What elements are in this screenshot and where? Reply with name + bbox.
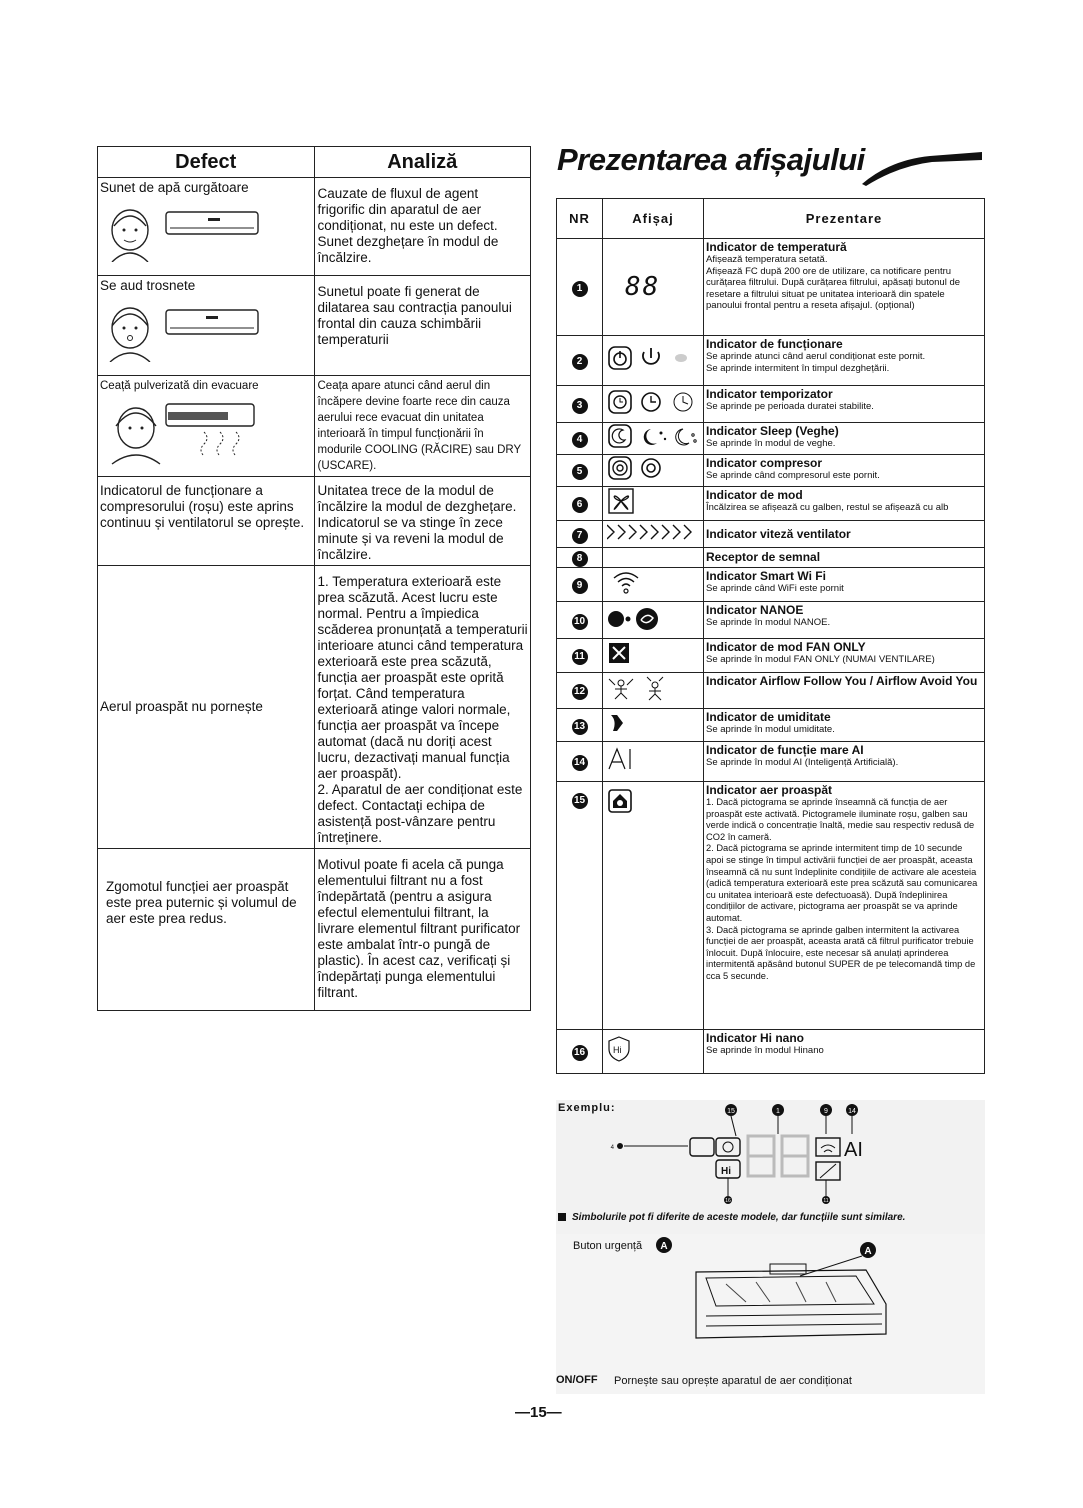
airflow-follow-icon bbox=[607, 675, 677, 701]
callout-label: 9 bbox=[824, 1108, 828, 1115]
sleep-icon bbox=[607, 423, 701, 449]
fresh-air-icon bbox=[607, 788, 633, 814]
analysis-cell: Cauzate de fluxul de agent frigorific din aparatul de aer condiționat, nu este un defect. Sunet dezghețare în modul de încălzire. bbox=[314, 178, 531, 276]
row-number: 8 bbox=[572, 551, 588, 567]
row-number: 10 bbox=[572, 614, 588, 630]
troubleshooting-table bbox=[97, 146, 531, 1011]
row-number: 14 bbox=[572, 755, 588, 771]
row-description: Se aprinde atunci când aerul condiționat este pornit. Se aprinde intermitent în timpul dezghețării. bbox=[706, 351, 926, 374]
description-cell bbox=[704, 782, 985, 1030]
emergency-label-text: Buton urgență bbox=[573, 1240, 643, 1252]
header-analysis: Analiză bbox=[314, 147, 531, 178]
description-cell bbox=[704, 521, 985, 548]
description-cell bbox=[704, 423, 985, 455]
description-cell bbox=[704, 742, 985, 782]
display-icon-cell bbox=[603, 639, 704, 673]
row-number: 2 bbox=[572, 354, 588, 370]
page-title: Prezentarea afișajului bbox=[557, 142, 865, 177]
display-icon-cell bbox=[603, 548, 704, 568]
row-description: Se aprinde în modul FAN ONLY (NUMAI VENTILARE) bbox=[706, 654, 935, 665]
description-cell bbox=[704, 336, 985, 386]
header-display: Afișaj bbox=[603, 199, 704, 239]
row-title: Indicator temporizator bbox=[706, 387, 833, 401]
marker-label: A bbox=[660, 1241, 668, 1252]
row-number: 11 bbox=[572, 649, 588, 665]
display-table bbox=[556, 198, 985, 1074]
callout-label: 11 bbox=[823, 1198, 829, 1204]
display-icon-cell bbox=[603, 568, 704, 602]
defect-cell bbox=[98, 376, 315, 477]
row-number: 15 bbox=[572, 793, 588, 809]
display-icon-cell bbox=[603, 386, 704, 423]
row-number: 13 bbox=[572, 719, 588, 735]
page-number: —15— bbox=[515, 1404, 562, 1421]
row-title: Indicator compresor bbox=[706, 456, 823, 470]
hi-label: Hi bbox=[721, 1166, 731, 1177]
hi-text: Hi bbox=[613, 1045, 622, 1055]
description-cell bbox=[704, 1030, 985, 1074]
display-example-diagram bbox=[556, 1100, 985, 1210]
header-presentation: Prezentare bbox=[704, 199, 985, 239]
indoor-unit-illustration bbox=[556, 1234, 985, 1374]
description-cell bbox=[704, 548, 985, 568]
row-description: 1. Dacă pictograma se aprinde înseamnă că funcția de aer proaspăt este activată. Pictogramele iluminate roșu, galben sau verde indică o concentrație înaltă, medie sau respectiv redusă de CO2 în cameră. 2. Dacă pictograma se aprinde intermitent timp de 10 secunde apoi se stinge în timpul activării funcției de aer proaspăt, aceasta înseamnă că nu sunt îndeplinite condițiile de activare ale acesteia (adică temperatura exterioară este prea scăzută sau comunicarea cu unitatea interioară este defectuoasă). După îndeplinirea condițiilor de activare, pictograma aer proaspăt se va aprinde automat. 3. Dacă pictograma se aprinde galben intermitent la activarea funcției de aer proaspăt, aceasta arată că filtrul purificator trebuie înlocuit. După înlocuire, este necesar să anulați aprinderea intermitentă apăsând butonul SUPER de pe telecomandă timp de cca 5 secunde. bbox=[706, 797, 978, 981]
row-title: Indicator Airflow Follow You / Airflow Avoid You bbox=[706, 674, 978, 688]
analysis-cell: Ceața apare atunci când aerul din încăpere devine foarte rece din cauza aerului rece evacuat din unitatea interioară în timpul funcționării în modurile COOLING (RĂCIRE) sau DRY (USCARE). bbox=[314, 376, 531, 477]
row-description: Încălzirea se afișează cu galben, restul se afișează cu alb bbox=[706, 502, 949, 513]
callout-label: 1 bbox=[776, 1108, 780, 1115]
row-number: 12 bbox=[572, 684, 588, 700]
row-title: Indicator aer proaspăt bbox=[706, 783, 833, 797]
row-number: 9 bbox=[572, 578, 588, 594]
description-cell bbox=[704, 709, 985, 742]
defect-cell: Zgomotul funcției aer proaspăt este prea puternic și volumul de aer este prea redus. bbox=[98, 849, 315, 1011]
row-number: 7 bbox=[572, 528, 588, 544]
description-cell bbox=[704, 239, 985, 336]
row-title: Indicator de mod FAN ONLY bbox=[706, 640, 866, 654]
description-cell bbox=[704, 639, 985, 673]
display-icon-cell bbox=[603, 423, 704, 455]
timer-icon bbox=[607, 389, 697, 415]
display-icon-cell bbox=[603, 602, 704, 639]
note-text: Simbolurile pot fi diferite de aceste modele, dar funcțiile sunt similare. bbox=[572, 1212, 906, 1223]
row-number: 6 bbox=[572, 497, 588, 513]
defect-text: Sunet de apă curgătoare bbox=[100, 180, 249, 195]
title-underline-swoosh bbox=[860, 148, 984, 188]
row-description: Afișează temperatura setată. Afișează FC după 200 ore de utilizare, ca notificare pentru curățarea filtrului. După curățarea filtrului, apăsați butonul de resetare a filtrului situat pe unitatea interioară din spatele panoului frontal pentru a reseta afișajul. (opțional) bbox=[706, 254, 961, 311]
header-defect: Defect bbox=[98, 147, 315, 178]
display-icon-cell bbox=[603, 239, 704, 336]
row-number: 4 bbox=[572, 432, 588, 448]
display-icon-cell bbox=[603, 336, 704, 386]
row-description: Se aprinde când compresorul este pornit. bbox=[706, 470, 880, 481]
row-title: Indicator de umiditate bbox=[706, 710, 831, 724]
display-icon-cell bbox=[603, 487, 704, 521]
row-number: 16 bbox=[572, 1045, 588, 1061]
defect-text: Se aud trosnete bbox=[100, 278, 196, 293]
note-bullet bbox=[558, 1213, 566, 1221]
indoor-unit-panel bbox=[556, 1234, 985, 1394]
analysis-cell: Sunetul poate fi generat de dilatarea sau contracția panoului frontal din cauza schimbării temperaturii bbox=[314, 276, 531, 376]
row-number: 3 bbox=[572, 398, 588, 414]
display-icon-cell bbox=[603, 782, 704, 1030]
row-title: Indicator de temperatură bbox=[706, 240, 847, 254]
display-icon-cell bbox=[603, 521, 704, 548]
analysis-cell: Unitatea trece de la modul de încălzire la modul de dezghețare. Indicatorul se va stinge în zece minute și va reveni la modul de încălzire. bbox=[314, 477, 531, 566]
description-cell bbox=[704, 455, 985, 487]
callout-label: 4 bbox=[610, 1145, 614, 1151]
defect-cell bbox=[98, 178, 315, 276]
row-description: Se aprinde în modul NANOE. bbox=[706, 617, 831, 628]
analysis-cell: Motivul poate fi acela că punga elementului filtrant nu a fost îndepărtată (pentru a asigura efectul elementului filtrant, la livrare elementul filtrant purificator este ambalat într-o pungă de plastic). În acest caz, verificați și îndepărtați punga elementului filtrant. bbox=[314, 849, 531, 1011]
compressor-icon bbox=[607, 455, 677, 481]
callout-label: 15 bbox=[727, 1108, 735, 1115]
row-title: Receptor de semnal bbox=[706, 550, 821, 564]
row-title: Indicator NANOE bbox=[706, 603, 804, 617]
symbols-note bbox=[558, 1212, 905, 1223]
display-icon-cell bbox=[603, 1030, 704, 1074]
onoff-description: Pornește sau oprește aparatul de aer condiționat bbox=[614, 1375, 852, 1387]
row-title: Indicator Smart Wi Fi bbox=[706, 569, 826, 583]
humidity-icon bbox=[607, 711, 627, 735]
power-icon bbox=[607, 344, 697, 372]
ai-icon bbox=[607, 747, 637, 771]
ai-label: AI bbox=[844, 1139, 863, 1161]
description-cell bbox=[704, 673, 985, 709]
row-description: Se aprinde în modul de veghe. bbox=[706, 438, 836, 449]
person-listening-illustration bbox=[104, 200, 264, 262]
defect-cell bbox=[98, 276, 315, 376]
row-description: Se aprinde în modul Hinano bbox=[706, 1045, 824, 1056]
description-cell bbox=[704, 602, 985, 639]
display-icon-cell bbox=[603, 709, 704, 742]
analysis-cell: 1. Temperatura exterioară este prea scăzută. Acest lucru este normal. Pentru a împiedica scăderea pronunțată a temperaturii interioare atunci când temperatura exterioară este prea scăzută, funcția aer proaspăt este oprită forțat. Când temperatura exterioară atinge valori normale, funcția aer proaspăt va începe automat (dacă nu doriți acest lucru, dezactivați manual funcția aer proaspăt). 2. Aparatul de aer condiționat este defect. Contactați echipa de asistență post-vânzare pentru întreținere. bbox=[314, 566, 531, 849]
defect-text: Ceață pulverizată din evacuare bbox=[100, 380, 259, 392]
row-description: Se aprinde în modul umiditate. bbox=[706, 724, 835, 735]
hi-nano-shield-icon bbox=[607, 1035, 631, 1063]
row-title: Indicator de funcționare bbox=[706, 337, 843, 351]
description-cell bbox=[704, 386, 985, 423]
display-icon-cell bbox=[603, 673, 704, 709]
description-cell bbox=[704, 568, 985, 602]
callout-label: 14 bbox=[848, 1108, 856, 1115]
defect-cell: Indicatorul de funcționare a compresorului (roșu) este aprins continuu și ventilatorul se oprește. bbox=[98, 477, 315, 566]
row-title: Indicator Hi nano bbox=[706, 1031, 805, 1045]
header-nr: NR bbox=[557, 199, 603, 239]
person-surprised-illustration bbox=[104, 298, 264, 362]
nanoe-icon bbox=[607, 604, 667, 632]
callout-label: 16 bbox=[725, 1198, 731, 1204]
row-description: Se aprinde în modul AI (Inteligență Artificială). bbox=[706, 757, 899, 768]
display-icon-cell bbox=[603, 742, 704, 782]
row-number: 5 bbox=[572, 464, 588, 480]
row-title: Indicator Sleep (Veghe) bbox=[706, 424, 839, 438]
defect-cell: Aerul proaspăt nu pornește bbox=[98, 566, 315, 849]
person-mist-illustration bbox=[104, 398, 264, 466]
description-cell bbox=[704, 487, 985, 521]
row-number: 1 bbox=[572, 281, 588, 297]
wifi-icon bbox=[611, 568, 641, 596]
fan-only-icon bbox=[607, 641, 631, 665]
fan-speed-chevrons-icon bbox=[607, 522, 699, 542]
marker-label: A bbox=[864, 1246, 872, 1257]
row-description: Se aprinde pe perioada duratei stabilite. bbox=[706, 401, 874, 412]
row-title: Indicator viteză ventilator bbox=[706, 526, 851, 541]
temperature-digits-icon: 88 bbox=[625, 272, 661, 302]
onoff-label: ON/OFF bbox=[556, 1374, 598, 1386]
display-icon-cell bbox=[603, 455, 704, 487]
row-title: Indicator de mod bbox=[706, 488, 803, 502]
mode-fan-icon bbox=[607, 487, 637, 515]
example-label: Exemplu: bbox=[558, 1102, 616, 1114]
row-title: Indicator de funcție mare AI bbox=[706, 743, 864, 757]
row-description: Se aprinde când WiFi este pornit bbox=[706, 583, 844, 594]
